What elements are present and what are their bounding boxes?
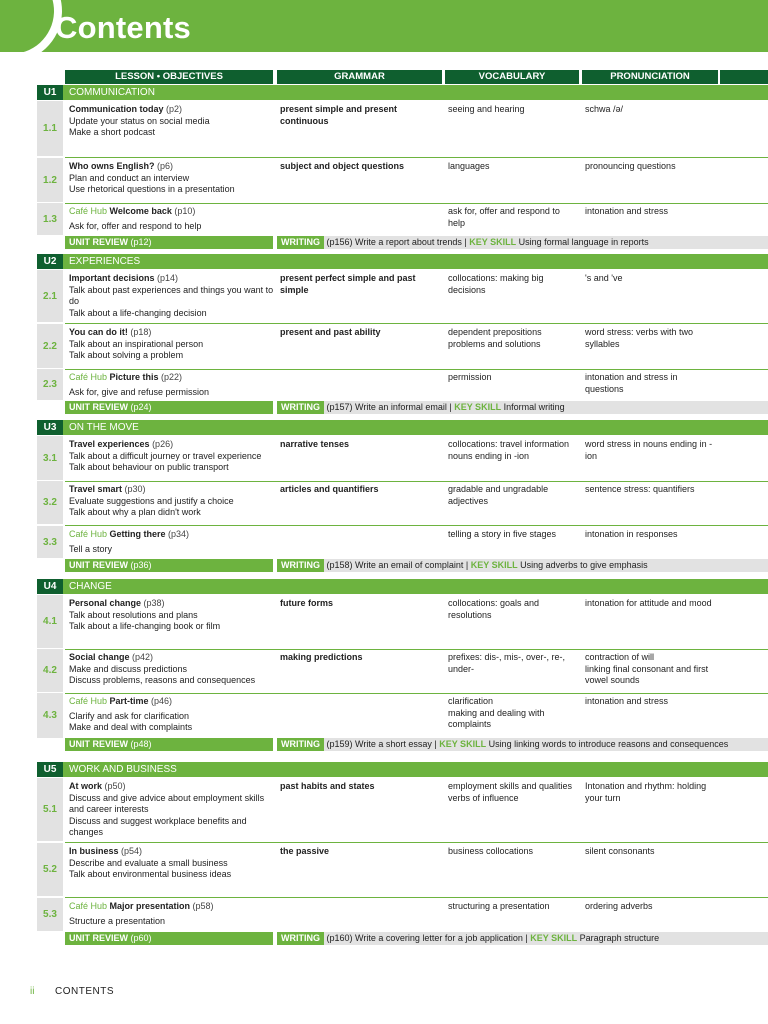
pronunciation-cell: intonation and stress in questions	[585, 372, 678, 394]
writing-info: WRITING (p160) Write a covering letter for a job application | KEY SKILL Paragraph structure	[277, 932, 768, 945]
lesson-title-line	[69, 372, 274, 384]
lesson-page: (p34)	[165, 529, 190, 539]
lesson-objective: Make and deal with complaints	[69, 722, 193, 732]
unit-code: U1	[37, 85, 63, 100]
pronunciation-cell: word stress: verbs with two syllables	[585, 327, 694, 349]
lesson-objective: Discuss and give advice about employment skills and career interests	[69, 792, 265, 814]
lesson-page: (p6)	[154, 161, 174, 171]
lesson-title: Travel smart	[69, 484, 123, 494]
vocabulary-cell: business collocations	[448, 846, 534, 856]
unit-code: U5	[37, 762, 63, 777]
lesson-title-line	[69, 529, 274, 541]
footer-page-number: ii	[30, 986, 35, 997]
pronunciation-cell: ordering adverbs	[585, 901, 653, 911]
column-header-1: GRAMMAR	[277, 70, 442, 84]
lesson-title-line	[69, 598, 274, 610]
writing-tag: WRITING	[277, 738, 324, 751]
lesson-objective: Ask for, offer and respond to help	[69, 220, 202, 231]
lesson-page: (p22)	[158, 372, 183, 382]
lesson-number: 4.3	[37, 693, 63, 738]
lesson-objective: Make a short podcast	[69, 127, 156, 137]
lesson-cell	[69, 104, 274, 139]
lesson-title-line	[69, 846, 274, 858]
lesson-title: You can do it!	[69, 327, 128, 337]
unit-review-label: UNIT REVIEW (p36)	[65, 559, 273, 572]
pronunciation-cell: schwa /ə/	[585, 104, 624, 114]
key-skill-tag: KEY SKILL	[469, 237, 517, 247]
unit-name: CHANGE	[69, 581, 112, 592]
grammar-cell: present perfect simple and past simple	[280, 273, 416, 295]
lesson-number: 3.3	[37, 526, 63, 558]
writing-tag: WRITING	[277, 559, 324, 572]
lesson-page: (p18)	[127, 327, 152, 337]
lesson-title-line	[69, 273, 274, 285]
lesson-objective: Clarify and ask for clarification	[69, 710, 190, 721]
row-separator	[65, 203, 768, 204]
lesson-objective: Talk about behaviour on public transport	[69, 462, 229, 472]
unit-name: EXPERIENCES	[69, 256, 141, 267]
footer-label: CONTENTS	[55, 986, 114, 997]
vocabulary-cell: seeing and hearing	[448, 104, 525, 114]
pronunciation-cell: 's and 've	[585, 273, 623, 283]
writing-tag: WRITING	[277, 401, 324, 414]
lesson-number: 3.2	[37, 481, 63, 524]
lesson-title-line	[69, 161, 274, 173]
pronunciation-cell: sentence stress: quantifiers	[585, 484, 695, 494]
lesson-title-line	[69, 901, 274, 913]
lesson-page: (p14)	[154, 273, 179, 283]
lesson-title: Major presentation	[109, 901, 191, 911]
lesson-number: 1.1	[37, 101, 63, 156]
lesson-page: (p38)	[141, 598, 165, 608]
page-title: Contents	[55, 10, 191, 45]
lesson-objective: Talk about resolutions and plans	[69, 609, 198, 620]
cafe-hub-label: Café Hub	[69, 901, 110, 911]
unit-code: U3	[37, 420, 63, 435]
pronunciation-cell: intonation and stress	[585, 696, 669, 706]
lesson-title-line	[69, 327, 274, 339]
lesson-cell	[69, 846, 274, 881]
grammar-cell: narrative tenses	[280, 439, 350, 449]
lesson-objective: Talk about past experiences and things you want to do	[69, 284, 274, 306]
lesson-objective: Talk about a life-changing book or film	[69, 621, 221, 631]
lesson-cell	[69, 439, 274, 474]
grammar-cell: present and past ability	[280, 327, 381, 337]
cafe-hub-label: Café Hub	[69, 696, 110, 706]
lesson-number: 5.2	[37, 843, 63, 896]
lesson-title: Part-time	[109, 696, 149, 706]
lesson-title-line	[69, 652, 274, 664]
lesson-title-line	[69, 439, 274, 451]
lesson-page: (p2)	[163, 104, 183, 114]
unit-name: ON THE MOVE	[69, 422, 139, 433]
lesson-page: (p26)	[149, 439, 174, 449]
lesson-page: (p58)	[190, 901, 214, 911]
vocabulary-cell: languages	[448, 161, 490, 171]
lesson-page: (p54)	[118, 846, 143, 856]
lesson-title: Travel experiences	[69, 439, 150, 449]
grammar-cell: past habits and states	[280, 781, 375, 791]
column-header-0: LESSON • OBJECTIVES	[65, 70, 273, 84]
lesson-cell	[69, 901, 274, 927]
unit-review-text: UNIT REVIEW	[69, 739, 129, 749]
pronunciation-cell: intonation and stress	[585, 206, 669, 216]
writing-tag: WRITING	[277, 236, 324, 249]
vocabulary-cell: prefixes: dis-, mis-, over-, re-, under-	[448, 652, 566, 674]
pronunciation-cell: silent consonants	[585, 846, 655, 856]
column-header-3: PRONUNCIATION	[582, 70, 718, 84]
lesson-cell	[69, 696, 274, 734]
row-separator	[65, 842, 768, 843]
vocabulary-cell: structuring a presentation	[448, 901, 550, 911]
lesson-cell	[69, 273, 274, 319]
row-separator	[65, 481, 768, 482]
grammar-cell: present simple and present continuous	[280, 104, 398, 126]
lesson-title: Who owns English?	[69, 161, 155, 171]
lesson-number: 2.2	[37, 324, 63, 368]
lesson-number: 1.2	[37, 158, 63, 202]
grammar-cell: the passive	[280, 846, 330, 856]
lesson-title: Personal change	[69, 598, 142, 608]
unit-review-text: UNIT REVIEW	[69, 402, 129, 412]
lesson-objective: Talk about a difficult journey or travel experience	[69, 450, 262, 461]
lesson-cell	[69, 598, 274, 633]
cafe-hub-label: Café Hub	[69, 529, 110, 539]
grammar-cell: subject and object questions	[280, 161, 405, 171]
lesson-objective: Plan and conduct an interview	[69, 172, 190, 183]
lesson-number: 3.1	[37, 436, 63, 480]
pronunciation-cell: word stress in nouns ending in -ion	[585, 439, 713, 461]
row-separator	[65, 649, 768, 650]
lesson-cell	[69, 781, 274, 839]
lesson-objective: Talk about a life-changing decision	[69, 307, 207, 318]
column-header-2: VOCABULARY	[445, 70, 579, 84]
grammar-cell: future forms	[280, 598, 334, 608]
writing-info: WRITING (p156) Write a report about trends | KEY SKILL Using formal language in reports	[277, 236, 768, 249]
lesson-page: (p42)	[129, 652, 154, 662]
pronunciation-cell: contraction of will linking final consonant and first vowel sounds	[585, 652, 709, 685]
lesson-objective: Talk about why a plan didn't work	[69, 507, 201, 517]
writing-info: WRITING (p157) Write an informal email | KEY SKILL Informal writing	[277, 401, 768, 414]
lesson-number: 2.3	[37, 369, 63, 400]
lesson-cell	[69, 161, 274, 196]
lesson-objective: Tell a story	[69, 543, 113, 554]
lesson-title: Important decisions	[69, 273, 155, 283]
lesson-objective: Discuss and suggest workplace benefits and changes	[69, 815, 247, 837]
vocabulary-cell: telling a story in five stages	[448, 529, 557, 539]
column-header-extra	[720, 70, 768, 84]
lesson-page: (p10)	[171, 206, 196, 216]
vocabulary-cell: collocations: goals and resolutions	[448, 598, 540, 620]
unit-review-label: UNIT REVIEW (p48)	[65, 738, 273, 751]
page-header	[0, 0, 768, 52]
unit-code: U2	[37, 254, 63, 269]
lesson-cell	[69, 529, 274, 555]
unit-review-text: UNIT REVIEW	[69, 237, 129, 247]
lesson-title-line	[69, 104, 274, 116]
lesson-page: (p46)	[148, 696, 173, 706]
grammar-cell: making predictions	[280, 652, 363, 662]
writing-info: WRITING (p159) Write a short essay | KEY SKILL Using linking words to introduce reasons and consequences	[277, 738, 768, 751]
lesson-title: Communication today	[69, 104, 164, 114]
vocabulary-cell: permission	[448, 372, 492, 382]
lesson-objective: Update your status on social media	[69, 115, 210, 126]
unit-bar	[37, 420, 768, 435]
unit-review-text: UNIT REVIEW	[69, 933, 129, 943]
lesson-cell	[69, 372, 274, 398]
lesson-objective: Use rhetorical questions in a presentation	[69, 184, 235, 194]
unit-review-label: UNIT REVIEW (p12)	[65, 236, 273, 249]
lesson-title: At work	[69, 781, 103, 791]
lesson-objective: Evaluate suggestions and justify a choice	[69, 495, 234, 506]
vocabulary-cell: gradable and ungradable adjectives	[448, 484, 549, 506]
lesson-cell	[69, 206, 274, 232]
unit-code: U4	[37, 579, 63, 594]
lesson-page: (p50)	[102, 781, 126, 791]
writing-info: WRITING (p158) Write an email of complaint | KEY SKILL Using adverbs to give emphasis	[277, 559, 768, 572]
lesson-number: 4.1	[37, 595, 63, 648]
lesson-title-line	[69, 696, 274, 708]
lesson-cell	[69, 327, 274, 362]
row-separator	[65, 157, 768, 158]
lesson-cell	[69, 652, 274, 687]
pronunciation-cell: Intonation and rhythm: holding your turn	[585, 781, 707, 803]
pronunciation-cell: pronouncing questions	[585, 161, 676, 171]
lesson-title: In business	[69, 846, 119, 856]
lesson-number: 5.1	[37, 778, 63, 841]
lesson-objective: Discuss problems, reasons and consequences	[69, 675, 256, 685]
vocabulary-cell: collocations: making big decisions	[448, 273, 544, 295]
cafe-hub-label: Café Hub	[69, 206, 110, 216]
row-separator	[65, 897, 768, 898]
key-skill-tag: KEY SKILL	[530, 933, 578, 943]
lesson-title: Welcome back	[109, 206, 172, 216]
vocabulary-cell: dependent prepositions problems and solutions	[448, 327, 542, 349]
unit-review-label: UNIT REVIEW (p60)	[65, 932, 273, 945]
unit-name: COMMUNICATION	[69, 87, 155, 98]
row-separator	[65, 525, 768, 526]
lesson-number: 4.2	[37, 649, 63, 692]
lesson-objective: Talk about environmental business ideas	[69, 869, 232, 879]
cafe-hub-label: Café Hub	[69, 372, 110, 382]
lesson-page: (p30)	[122, 484, 146, 494]
vocabulary-cell: ask for, offer and respond to help	[448, 206, 560, 228]
key-skill-tag: KEY SKILL	[470, 560, 518, 570]
pronunciation-cell: intonation in responses	[585, 529, 678, 539]
lesson-title-line	[69, 206, 274, 218]
lesson-number: 2.1	[37, 270, 63, 322]
lesson-title-line	[69, 781, 274, 793]
unit-review-text: UNIT REVIEW	[69, 560, 129, 570]
key-skill-tag: KEY SKILL	[439, 739, 487, 749]
lesson-title: Getting there	[109, 529, 166, 539]
vocabulary-cell: employment skills and qualities verbs of influence	[448, 781, 573, 803]
row-separator	[65, 693, 768, 694]
vocabulary-cell: clarification making and dealing with complaints	[448, 696, 545, 729]
lesson-objective: Talk about solving a problem	[69, 350, 184, 360]
lesson-objective: Make and discuss predictions	[69, 663, 188, 674]
lesson-objective: Ask for, give and refuse permission	[69, 386, 210, 397]
row-separator	[65, 369, 768, 370]
lesson-title: Social change	[69, 652, 130, 662]
lesson-objective: Describe and evaluate a small business	[69, 857, 228, 868]
lesson-objective: Talk about an inspirational person	[69, 338, 204, 349]
pronunciation-cell: intonation for attitude and mood	[585, 598, 712, 608]
unit-review-label: UNIT REVIEW (p24)	[65, 401, 273, 414]
lesson-number: 5.3	[37, 898, 63, 931]
row-separator	[65, 323, 768, 324]
lesson-title-line	[69, 484, 274, 496]
lesson-cell	[69, 484, 274, 519]
unit-bar	[37, 579, 768, 594]
lesson-number: 1.3	[37, 203, 63, 235]
unit-bar	[37, 254, 768, 269]
grammar-cell: articles and quantifiers	[280, 484, 379, 494]
lesson-objective: Structure a presentation	[69, 915, 166, 926]
lesson-title: Picture this	[109, 372, 159, 382]
unit-name: WORK AND BUSINESS	[69, 764, 177, 775]
writing-tag: WRITING	[277, 932, 324, 945]
vocabulary-cell: collocations: travel information nouns ending in -ion	[448, 439, 570, 461]
key-skill-tag: KEY SKILL	[454, 402, 502, 412]
